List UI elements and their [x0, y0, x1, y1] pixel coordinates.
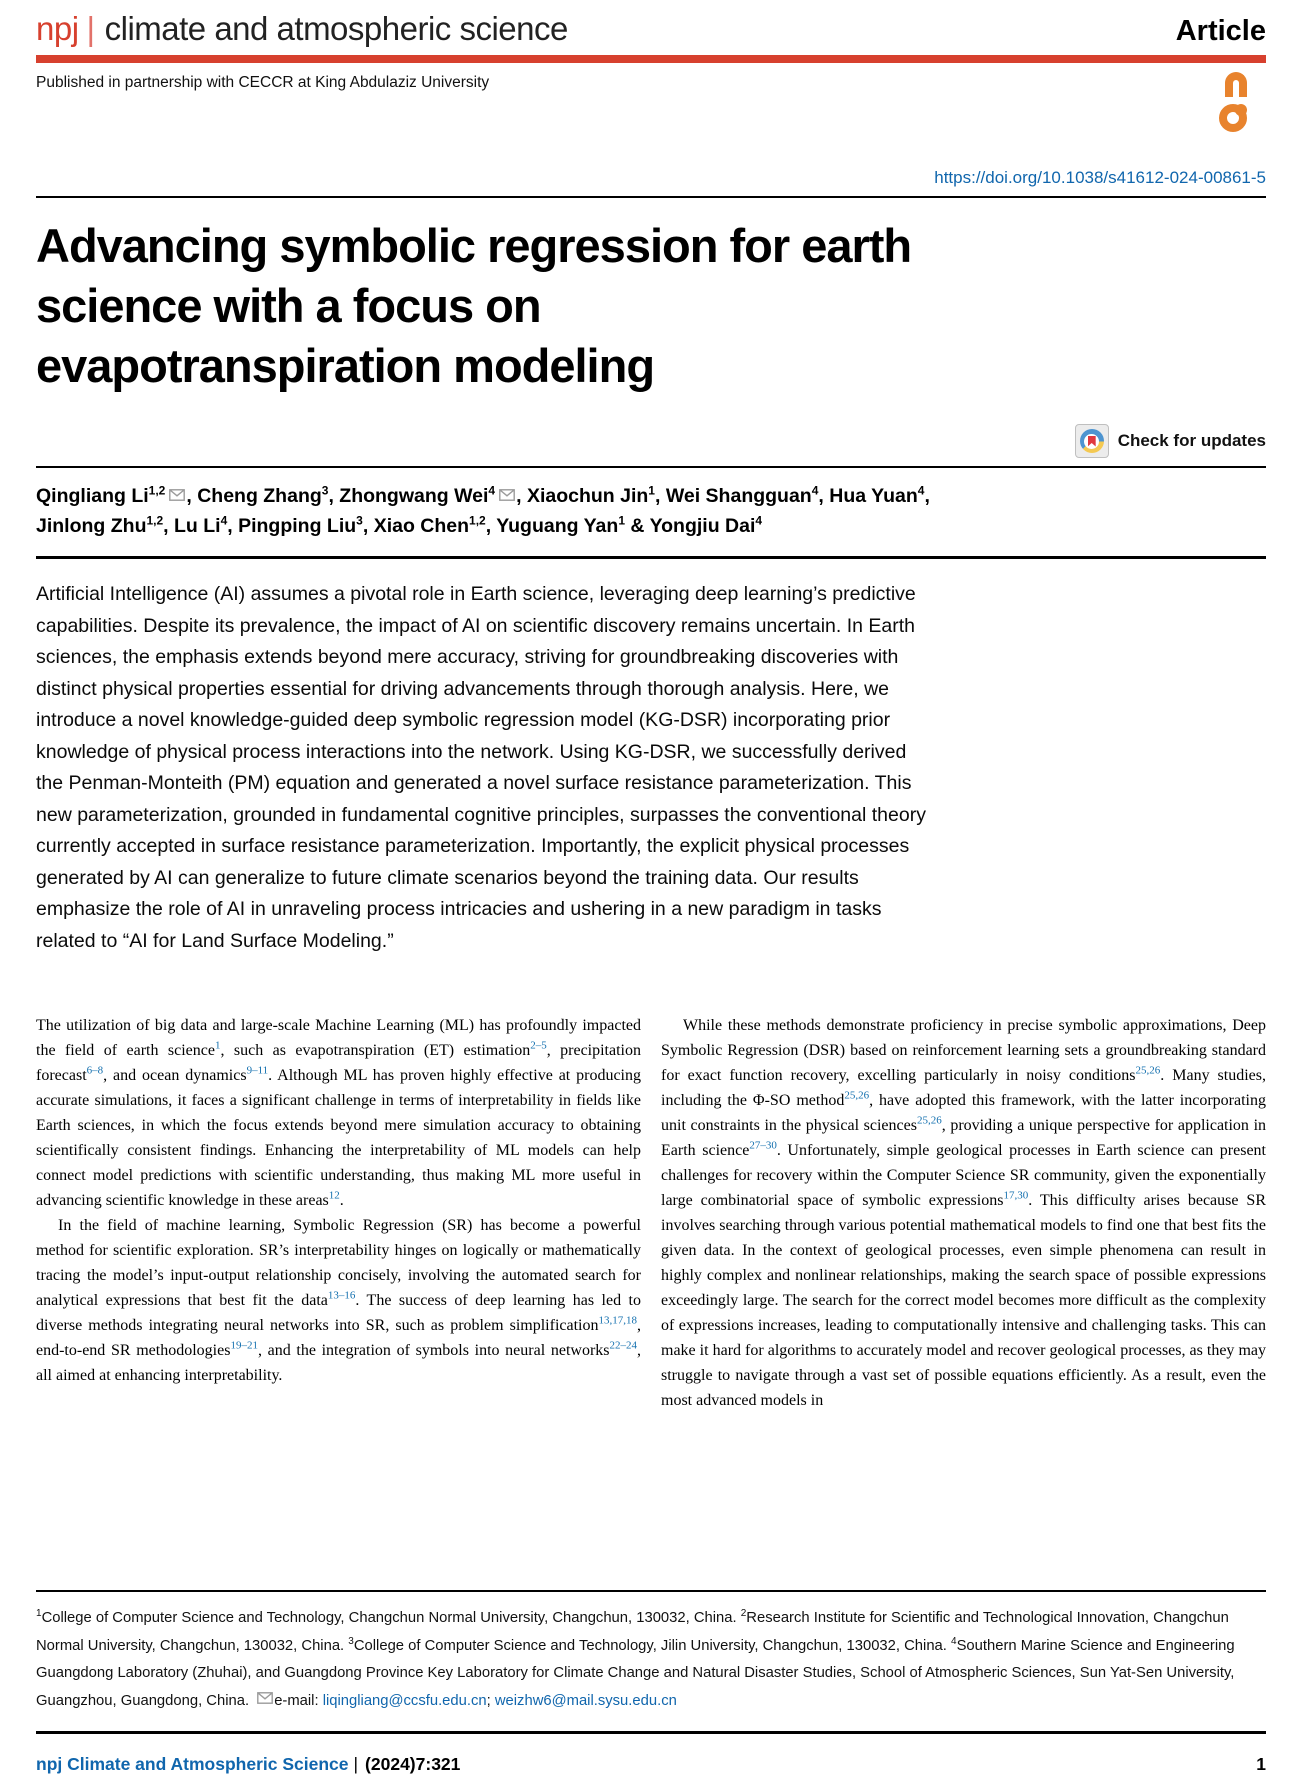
- open-access-dot: [1235, 104, 1247, 116]
- check-for-updates-badge[interactable]: [1075, 424, 1266, 458]
- reference-superscript[interactable]: 22–24: [609, 1339, 637, 1352]
- footer-separator: |: [353, 1754, 359, 1774]
- rule-above-abstract: [36, 556, 1266, 559]
- superscript: 3: [321, 483, 329, 498]
- reference-superscript[interactable]: 25,26: [916, 1114, 942, 1127]
- body-paragraph: In the field of machine learning, Symbolic Regression (SR) has become a powerful method for scientific exploration. SR’s interpretability hinges on logically or mathematically tracing the model’s input-output relationship concisely, involving the automated search for analytical expressions that best fit the data$^{13-16}$. The success of deep learning has led to diverse methods integrating neural networks into SR, such as problem simplification$^{13,17,18}$, end-to-end SR methodologies$^{19-21}$, and the integration of symbols into neural networks$^{22-24}$, all aimed at enhancing interpretability.: [36, 1217, 642, 1384]
- superscript: 4: [917, 483, 925, 498]
- footer-citation: [36, 1754, 460, 1775]
- superscript: 1: [36, 1608, 42, 1620]
- envelope-icon: [169, 481, 185, 511]
- crossmark-bookmark: [1088, 436, 1096, 447]
- reference-superscript[interactable]: 1: [214, 1039, 221, 1052]
- journal-logo: [36, 10, 568, 48]
- superscript: 1,2: [148, 483, 166, 498]
- open-access-shackle: [1225, 72, 1247, 97]
- reference-superscript[interactable]: 27–30: [749, 1139, 777, 1152]
- envelope-icon: [499, 481, 515, 511]
- reference-superscript[interactable]: 6–8: [86, 1064, 104, 1077]
- check-for-updates-row: [36, 424, 1266, 458]
- superscript: 1: [618, 513, 625, 528]
- brand-rule: [36, 55, 1266, 63]
- logo-separator: |: [86, 10, 95, 47]
- reference-superscript[interactable]: 25,26: [844, 1089, 870, 1102]
- body-column-left: [36, 1013, 641, 1413]
- superscript: 1,2: [146, 513, 164, 528]
- reference-superscript[interactable]: 13–16: [327, 1289, 356, 1302]
- title-line-2: science with a focus on: [36, 279, 541, 332]
- check-for-updates-label: Check for updates: [1117, 431, 1266, 450]
- body-column-right: [661, 1013, 1266, 1413]
- rule-above-footer: [36, 1731, 1266, 1734]
- superscript: 4: [220, 513, 228, 528]
- email-link[interactable]: liqingliang@ccsfu.edu.cn: [322, 1692, 487, 1709]
- crossmark-icon: [1075, 424, 1109, 458]
- rule-below-doi: [36, 196, 1266, 198]
- reference-superscript[interactable]: 17,30: [1003, 1189, 1029, 1202]
- page-number: 1: [1256, 1754, 1266, 1774]
- superscript: 4: [488, 483, 496, 498]
- body-paragraph: The utilization of big data and large-scale Machine Learning (ML) has profoundly impacted the field of earth science$^1$, such as evapotranspiration (ET) estimation$^{2-5}$, precipitation forecast$^{6-8}$, and ocean dynamics$^{9-11}$. Although ML has proven highly effective at producing accurate simulations, it faces a significant challenge in terms of interpretability in fields like Earth sciences, in which the focus extends beyond mere simulation accuracy to obtaining scientifically consistent findings. Enhancing the interpretability of ML models can help connect model predictions with scientific understanding, thus making ML more useful in advancing scientific knowledge in these areas$^{12}$.: [36, 1017, 642, 1209]
- superscript: 3: [348, 1635, 354, 1647]
- affiliations-text: $^1$College of Computer Science and Technology, Changchun Normal University, Changchun, 130032, China. $^2$Research Institute for Scientific and Technological Innovation, Changchun Normal University, Changchun, 130032, China. $^3$College of Computer Science and Technology, Jilin University, Changchun, 130032, China. $^4$Southern Marine Science and Engineering Guangdong Laboratory (Zhuhai), and Guangdong Province Key Laboratory for Climate Change and Natural Disaster Studies, School of Atmospheric Sciences, Sun Yat-Sen University, Guangzhou, Guangdong, China. e-mail: liqingliang@ccsfu.edu.cn; weizhw6@mail.sysu.edu.cn: [36, 1605, 1266, 1715]
- superscript: 4: [951, 1635, 957, 1647]
- superscript: 4: [755, 513, 763, 528]
- rule-above-affiliations: [36, 1590, 1266, 1592]
- page-bottom: [36, 1590, 1266, 1789]
- doi-link[interactable]: https://doi.org/10.1038/s41612-024-00861-5: [934, 168, 1266, 187]
- superscript: 1: [648, 483, 655, 498]
- npj-wordmark: npj: [36, 10, 79, 47]
- reference-superscript[interactable]: 25,26: [1135, 1064, 1161, 1077]
- journal-name: climate and atmospheric science: [104, 10, 568, 47]
- superscript: 3: [356, 513, 363, 528]
- footer: [36, 1754, 1266, 1789]
- reference-superscript[interactable]: 13,17,18: [598, 1314, 637, 1327]
- reference-superscript[interactable]: 2–5: [530, 1039, 547, 1052]
- footer-journal-link[interactable]: npj Climate and Atmospheric Science: [36, 1754, 349, 1774]
- body-paragraph: While these methods demonstrate proficiency in precise symbolic approximations, Deep Symbolic Regression (DSR) based on reinforcement learning sets a groundbreaking standard for exact function recovery, excelling particularly in noisy conditions$^{25,26}$. Many studies, including the Φ-SO method$^{25,26}$, have adopted this framework, with the latter incorporating unit constraints in the physical sciences$^{25,26}$, providing a unique perspective for application in Earth science$^{27-30}$. Unfortunately, simple geological processes in Earth science can present challenges for recovery within the Computer Science SR community, given the exponentially large combinatorial space of symbolic expressions$^{17,30}$. This difficulty arises because SR involves searching through various potential mathematical models to find one that best fits the given data. In the context of geological processes, even simple phenomena can result in highly complex and nonlinear relationships, making the search space of possible expressions exceedingly large. The search for the correct model becomes more difficult as the complexity of expressions increases, leading to computationally intensive and challenging tasks. This can make it hard for algorithms to accurately model and recover geological processes, as they may struggle to navigate through a vast set of possible equations efficiently. As a result, even the most advanced models in: [661, 1017, 1267, 1409]
- email-link[interactable]: weizhw6@mail.sysu.edu.cn: [494, 1692, 677, 1709]
- title-line-3: evapotranspiration modeling: [36, 339, 655, 392]
- abstract-text: Artificial Intelligence (AI) assumes a pivotal role in Earth science, leveraging deep learning’s predictive capabilities. Despite its prevalence, the impact of AI on scientific discovery remains uncertain. In Earth sciences, the emphasis extends beyond mere accuracy, striving for groundbreaking discoveries with distinct physical properties essential for driving advancements through thorough analysis. Here, we introduce a novel knowledge-guided deep symbolic regression model (KG-DSR) incorporating prior knowledge of physical process interactions into the network. Using KG-DSR, we successfully derived the Penman-Monteith (PM) equation and generated a novel surface resistance parameterization. This new parameterization, grounded in fundamental cognitive principles, surpasses the conventional theory currently accepted in surface resistance parameterization. Importantly, the explicit physical processes generated by AI can generalize to future climate scenarios beyond the training data. Our results emphasize the role of AI in unraveling process intricacies and ushering in a new paradigm in tasks related to “AI for Land Surface Modeling.”: [36, 583, 926, 952]
- rule-above-authors: [36, 466, 1266, 468]
- author-list: Qingliang Li$^{1,2}$ , Cheng Zhang$^3$, Zhongwang Wei$^4$ , Xiaochun Jin$^1$, Wei Shangguan$^4$, Hua Yuan$^4$, Jinlong Zhu$^{1,2}$, Lu Li$^4$, Pingping Liu$^3$, Xiao Chen$^{1,2}$, Yuguang Yan$^1$ & Yongjiu Dai$^4$: [36, 481, 1266, 541]
- page-title: [36, 216, 1266, 396]
- masthead: [36, 10, 1266, 48]
- partnership-text: Published in partnership with CECCR at King Abdulaziz University: [36, 74, 490, 91]
- reference-superscript[interactable]: 19–21: [230, 1339, 258, 1352]
- envelope-icon: [257, 1688, 273, 1716]
- open-access-icon: [1218, 72, 1264, 132]
- footer-citation-text: (2024)7:321: [365, 1754, 461, 1774]
- superscript: 2: [740, 1608, 747, 1620]
- title-line-1: Advancing symbolic regression for earth: [36, 219, 912, 272]
- reference-superscript[interactable]: 12: [328, 1189, 340, 1202]
- doi-row: [36, 168, 1266, 188]
- superscript: 1,2: [469, 513, 486, 528]
- superscript: 4: [811, 483, 819, 498]
- article-type-label: Article: [1175, 15, 1266, 47]
- reference-superscript[interactable]: 9–11: [246, 1064, 269, 1077]
- partnership-row: [36, 72, 1266, 132]
- body-columns: [36, 1013, 1266, 1413]
